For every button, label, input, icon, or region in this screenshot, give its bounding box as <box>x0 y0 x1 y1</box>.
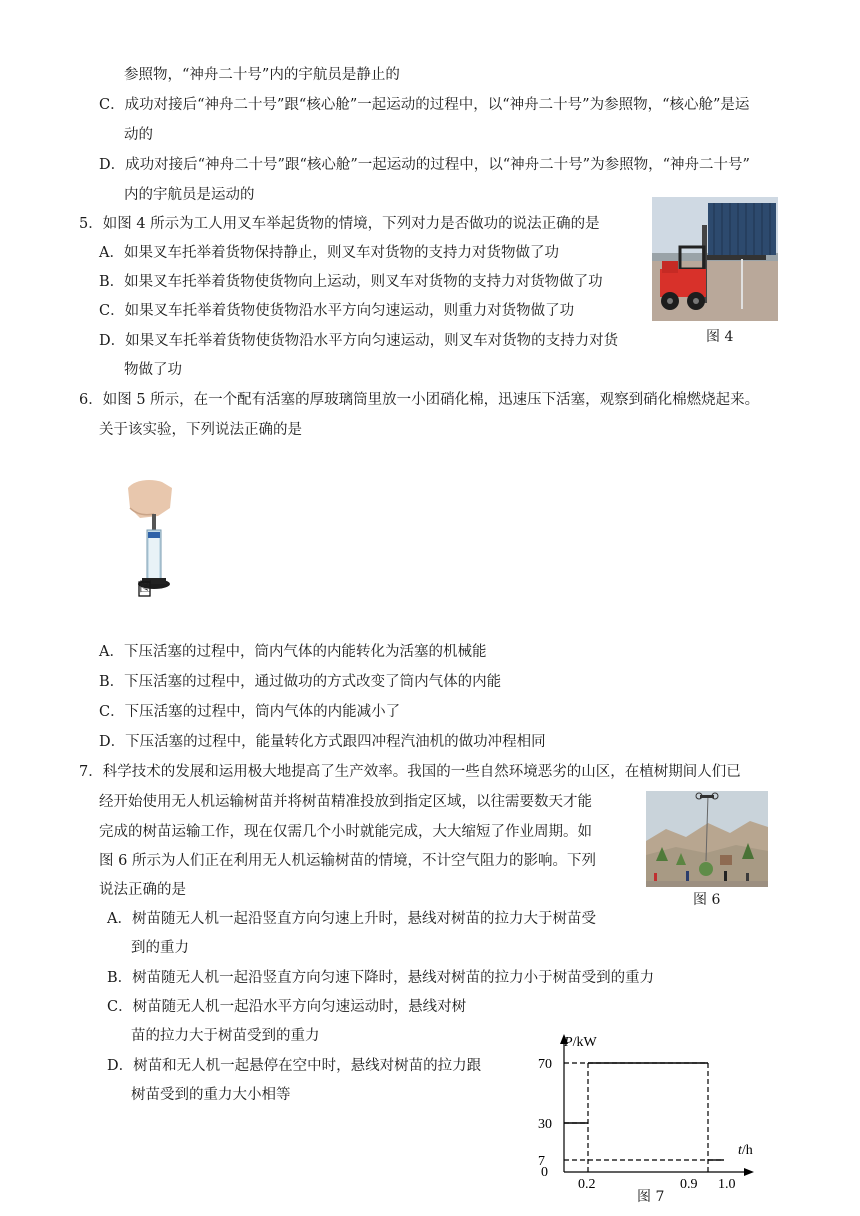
option-c: C．如果叉车托举着货物使货物沿水平方向匀速运动，则重力对货物做了功 <box>99 303 575 319</box>
text-line: D．成功对接后“神舟二十号”跟“核心舱”一起运动的过程中，以“神舟二十号”为参照物，“神舟二十号” <box>99 157 750 173</box>
text-line: 关于该实验，下列说法正确的是 <box>99 422 302 438</box>
y-axis-label: P/kW <box>564 1035 597 1050</box>
option-d: D．下压活塞的过程中，能量转化方式跟四冲程汽油机的做功冲程相同 <box>99 734 546 750</box>
y-tick-label: 70 <box>538 1057 552 1072</box>
option-c: C．下压活塞的过程中，筒内气体的内能减小了 <box>99 704 401 720</box>
origin-label: 0 <box>541 1165 548 1180</box>
x-tick-label: 1.0 <box>718 1177 736 1192</box>
text-line: 经开始使用无人机运输树苗并将树苗精准投放到指定区域，以往需要数天才能 <box>99 794 592 810</box>
x-axis-label: t/h <box>738 1143 753 1158</box>
question-6: 6．如图 5 所示，在一个配有活塞的厚玻璃筒里放一小团硝化棉，迅速压下活塞，观察到硝化棉燃烧起来。 <box>79 392 760 408</box>
text-line: 说法正确的是 <box>99 882 186 898</box>
text-line: 物做了功 <box>124 362 182 378</box>
option-b: B．树苗随无人机一起沿竖直方向匀速下降时，悬线对树苗的拉力小于树苗受到的重力 <box>107 970 655 986</box>
text-line: 到的重力 <box>131 940 189 956</box>
text-line: 树苗受到的重力大小相等 <box>131 1087 291 1103</box>
drone-saplings-photo <box>646 791 768 887</box>
text-line: C．成功对接后“神舟二十号”跟“核心舱”一起运动的过程中，以“神舟二十号”为参照物，“核心舱”是运 <box>99 97 750 113</box>
forklift-photo <box>652 197 778 321</box>
option-b: B．如果叉车托举着货物使货物向上运动，则叉车对货物的支持力对货物做了功 <box>99 274 603 290</box>
x-tick-label: 0.9 <box>680 1177 698 1192</box>
question-7: 7．科学技术的发展和运用极大地提高了生产效率。我国的一些自然环境恶劣的山区，在植树期间人们已 <box>79 764 741 780</box>
option-b: B．下压活塞的过程中，通过做功的方式改变了筒内气体的内能 <box>99 674 502 690</box>
figure-label: 图 <box>139 580 153 595</box>
x-tick-label: 0.2 <box>578 1177 596 1192</box>
text-line: 动的 <box>124 127 153 143</box>
y-tick-label: 30 <box>538 1117 552 1132</box>
x-axis-arrow <box>744 1168 754 1176</box>
power-time-chart <box>524 1030 764 1192</box>
text-line: 参照物，“神舟二十号”内的宇航员是静止的 <box>124 67 400 83</box>
figure-caption: 图 7 <box>637 1189 665 1205</box>
figure-caption: 图 4 <box>706 329 734 345</box>
option-d: D．如果叉车托举着货物使货物沿水平方向匀速运动，则叉车对货物的支持力对货 <box>99 333 619 349</box>
text-line: 内的宇航员是运动的 <box>124 187 255 203</box>
text-line: 苗的拉力大于树苗受到的重力 <box>131 1028 320 1044</box>
text-line: 完成的树苗运输工作，现在仅需几个小时就能完成，大大缩短了作业周期。如 <box>99 824 592 840</box>
option-d: D．树苗和无人机一起悬停在空中时，悬线对树苗的拉力跟 <box>107 1058 482 1074</box>
y-tick-label: 7 <box>538 1154 545 1169</box>
option-a: A．下压活塞的过程中，筒内气体的内能转化为活塞的机械能 <box>99 644 487 660</box>
figure-caption: 图 6 <box>693 892 721 908</box>
option-c: C．树苗随无人机一起沿水平方向匀速运动时，悬线对树 <box>107 999 467 1015</box>
question-5: 5．如图 4 所示为工人用叉车举起货物的情境，下列对力是否做功的说法正确的是 <box>79 216 600 232</box>
option-a: A．如果叉车托举着货物保持静止，则叉车对货物的支持力对货物做了功 <box>99 245 559 261</box>
option-a: A．树苗随无人机一起沿竖直方向匀速上升时，悬线对树苗的拉力大于树苗受 <box>107 911 596 927</box>
text-line: 图 6 所示为人们正在利用无人机运输树苗的情境，不计空气阻力的影响。下列 <box>99 853 596 869</box>
